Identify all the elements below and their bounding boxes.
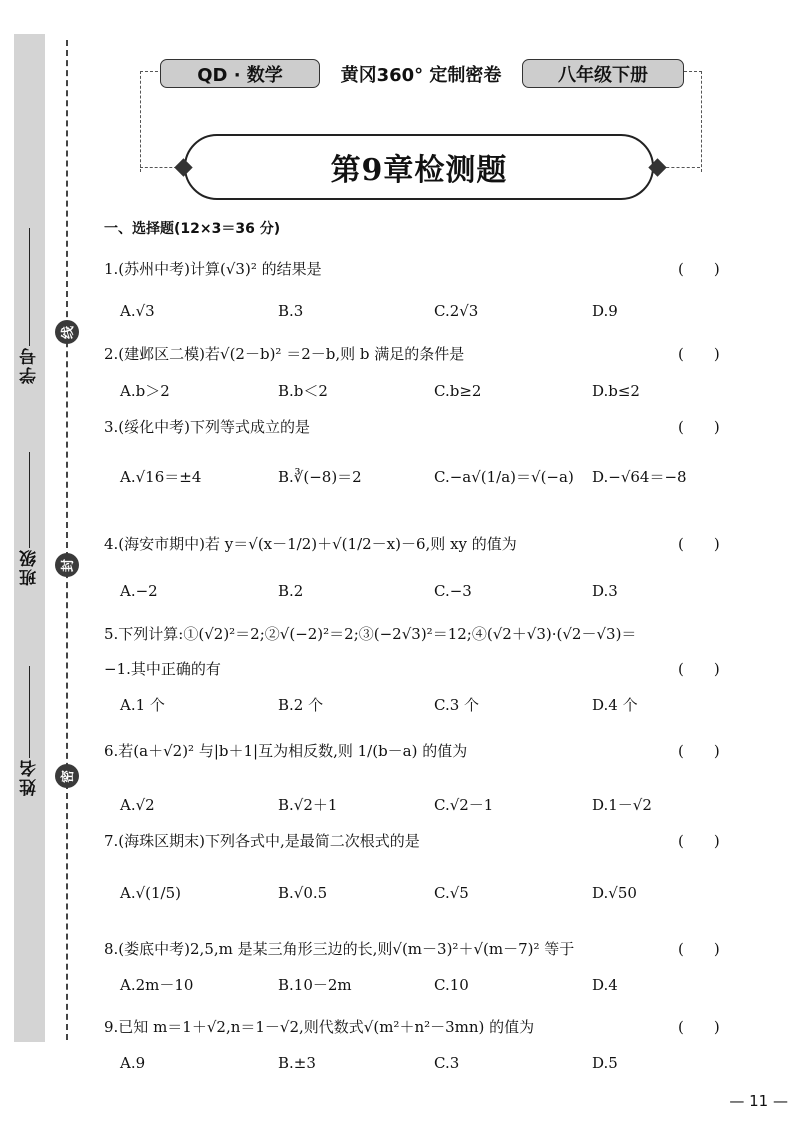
option-a[interactable]: A.√2 [120, 796, 155, 814]
question-2-answer-bracket[interactable]: ( ) [678, 345, 720, 363]
cut-mark-feng: 封 [55, 553, 79, 577]
cut-mark-xian: 线 [55, 320, 79, 344]
option-c[interactable]: C.2√3 [434, 302, 479, 320]
section-title: 一、选择题(12×3＝36 分) [104, 221, 281, 237]
option-b[interactable]: B.√0.5 [278, 884, 328, 902]
question-2-options [120, 382, 740, 404]
option-d[interactable]: D.3 [592, 582, 618, 600]
option-a[interactable]: A.2m－10 [120, 976, 194, 994]
class-blank[interactable] [29, 452, 31, 548]
question-3-options [120, 468, 740, 490]
option-d[interactable]: D.9 [592, 302, 618, 320]
option-c[interactable]: C.b≥2 [434, 382, 482, 400]
option-c[interactable]: C.−a√(1/a)＝√(−a) [434, 468, 574, 486]
name-label: 姓名 [20, 758, 40, 796]
name-blank[interactable] [29, 666, 31, 758]
option-c[interactable]: C.−3 [434, 582, 472, 600]
option-c[interactable]: C.3 [434, 1054, 460, 1072]
option-d[interactable]: D.b≤2 [592, 382, 640, 400]
page-title: 第9章检测题 [330, 153, 508, 188]
student-id-field [14, 228, 45, 384]
question-4-stem: 4.(海安市期中)若 y＝√(x－1/2)＋√(1/2－x)－6,则 xy 的值为 [104, 535, 517, 553]
option-b[interactable]: B.10－2m [278, 976, 352, 994]
option-b[interactable]: B.2 个 [278, 696, 324, 714]
option-a[interactable]: A.√16＝±4 [120, 468, 202, 486]
option-d[interactable]: D.5 [592, 1054, 618, 1072]
name-field [14, 666, 45, 796]
question-7-answer-bracket[interactable]: ( ) [678, 832, 720, 850]
question-9-stem: 9.已知 m＝1＋√2,n＝1－√2,则代数式√(m²＋n²－3mn) 的值为 [104, 1018, 535, 1036]
question-8-options [120, 976, 740, 998]
question-1-answer-bracket[interactable]: ( ) [678, 260, 720, 278]
question-6-options [120, 796, 740, 818]
student-id-label: 学号 [20, 346, 40, 384]
option-b[interactable]: B.∛(−8)＝2 [278, 468, 362, 486]
question-8-answer-bracket[interactable]: ( ) [678, 940, 720, 958]
question-5-stem-continued: −1.其中正确的有 [104, 660, 221, 678]
question-6-stem: 6.若(a＋√2)² 与|b＋1|互为相反数,则 1/(b－a) 的值为 [104, 742, 468, 760]
question-9-answer-bracket[interactable]: ( ) [678, 1018, 720, 1036]
series-name: 黄冈360° 定制密卷 [340, 64, 502, 86]
student-id-blank[interactable] [29, 228, 31, 346]
question-5-options [120, 696, 740, 718]
question-5-answer-bracket[interactable]: ( ) [678, 660, 720, 678]
question-8-stem: 8.(娄底中考)2,5,m 是某三角形三边的长,则√(m－3)²＋√(m－7)² 等于 [104, 940, 575, 958]
question-5-stem: 5.下列计算:①(√2)²＝2;②√(−2)²＝2;③(−2√3)²＝12;④(√2＋√3)·(√2－√3)＝ [104, 625, 637, 643]
option-a[interactable]: A.9 [120, 1054, 146, 1072]
option-a[interactable]: A.−2 [120, 582, 158, 600]
question-1-stem: 1.(苏州中考)计算(√3)² 的结果是 [104, 260, 322, 278]
option-d[interactable]: D.√50 [592, 884, 637, 902]
option-d[interactable]: D.−√64＝−8 [592, 468, 687, 486]
cut-line [66, 40, 68, 1040]
cut-mark-mi: 密 [55, 764, 79, 788]
option-a[interactable]: A.√(1/5) [120, 884, 182, 902]
question-3-stem: 3.(绥化中考)下列等式成立的是 [104, 418, 311, 436]
option-c[interactable]: C.√2－1 [434, 796, 494, 814]
option-b[interactable]: B.√2＋1 [278, 796, 338, 814]
option-c[interactable]: C.10 [434, 976, 469, 994]
option-c[interactable]: C.√5 [434, 884, 469, 902]
page-number: — 11 — [729, 1092, 788, 1110]
question-4-answer-bracket[interactable]: ( ) [678, 535, 720, 553]
question-1-options [120, 302, 740, 324]
option-b[interactable]: B.3 [278, 302, 304, 320]
option-a[interactable]: A.b＞2 [120, 382, 170, 400]
class-label: 班级 [20, 548, 40, 586]
question-2-stem: 2.(建邺区二模)若√(2－b)² ＝2－b,则 b 满足的条件是 [104, 345, 465, 363]
question-7-options [120, 884, 740, 906]
subject-tag: QD · 数学 [160, 59, 320, 88]
option-c[interactable]: C.3 个 [434, 696, 480, 714]
option-b[interactable]: B.2 [278, 582, 304, 600]
option-d[interactable]: D.1－√2 [592, 796, 652, 814]
option-d[interactable]: D.4 [592, 976, 618, 994]
option-b[interactable]: B.b＜2 [278, 382, 328, 400]
option-b[interactable]: B.±3 [278, 1054, 316, 1072]
grade-tag: 八年级下册 [522, 59, 684, 88]
option-d[interactable]: D.4 个 [592, 696, 638, 714]
question-7-stem: 7.(海珠区期末)下列各式中,是最简二次根式的是 [104, 832, 420, 850]
header-row [160, 57, 684, 90]
title-box [184, 134, 654, 200]
option-a[interactable]: A.1 个 [120, 696, 165, 714]
question-3-answer-bracket[interactable]: ( ) [678, 418, 720, 436]
question-9-options [120, 1054, 740, 1076]
question-6-answer-bracket[interactable]: ( ) [678, 742, 720, 760]
option-a[interactable]: A.√3 [120, 302, 155, 320]
class-field [14, 452, 45, 586]
question-4-options [120, 582, 740, 604]
